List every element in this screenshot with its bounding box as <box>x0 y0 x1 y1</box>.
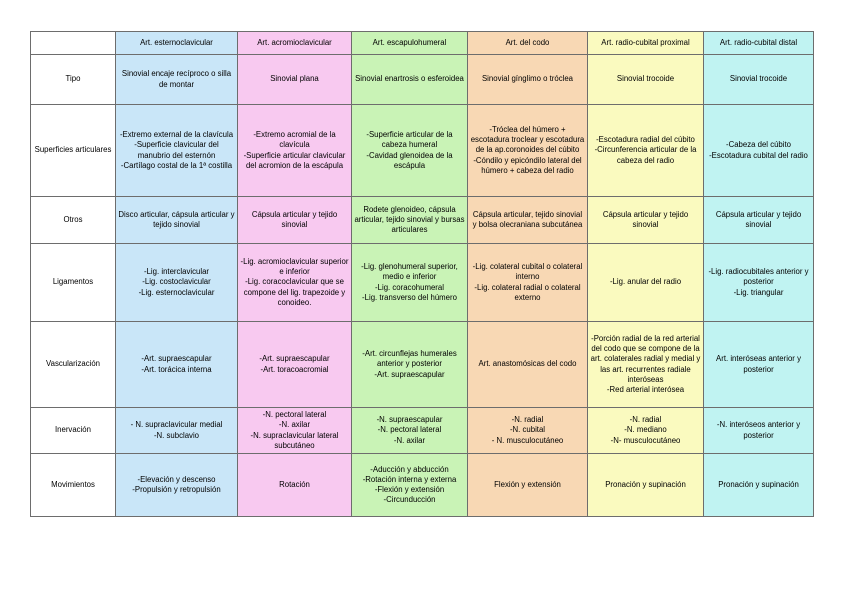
column-header-escapulohumeral: Art. escapulohumeral <box>352 32 468 55</box>
table-cell: Cápsula articular y tejido sinovial <box>588 197 704 244</box>
table-cell: -Elevación y descenso -Propulsión y retropulsión <box>116 454 238 517</box>
column-header-radio-cubital-proximal: Art. radio-cubital proximal <box>588 32 704 55</box>
table-cell: -N. pectoral lateral -N. axilar -N. supraclavicular lateral subcutáneo <box>238 408 352 454</box>
column-header-codo: Art. del codo <box>468 32 588 55</box>
table-cell: Art. anastomósicas del codo <box>468 322 588 408</box>
table-cell: -N. radial -N. mediano -N- musculocutáneo <box>588 408 704 454</box>
row-label-otros: Otros <box>31 197 116 244</box>
column-header-esternoclavicular: Art. esternoclavicular <box>116 32 238 55</box>
row-label-vascularizacion: Vascularización <box>31 322 116 408</box>
table-cell: -Porción radial de la red arterial del codo que se compone de la art. colaterales radial y medial y las art. recurrentes radiale interóseas -Red arterial interósea <box>588 322 704 408</box>
table-cell: - N. supraclavicular medial -N. subclavio <box>116 408 238 454</box>
table-cell: -Superficie articular de la cabeza humeral -Cavidad glenoidea de la escápula <box>352 105 468 197</box>
table-cell: Sinovial trocoide <box>588 55 704 105</box>
table-cell: -Lig. glenohumeral superior, medio e inferior -Lig. coracohumeral -Lig. transverso del húmero <box>352 244 468 322</box>
joints-comparison-table <box>30 31 814 517</box>
row-movimientos <box>31 454 814 517</box>
table-cell: Sinovial gínglimo o tróclea <box>468 55 588 105</box>
table-cell: -N. interóseos anterior y posterior <box>704 408 814 454</box>
table-cell: -N. radial -N. cubital - N. musculocutáneo <box>468 408 588 454</box>
table-cell: -Art. circunflejas humerales anterior y posterior -Art. supraescapular <box>352 322 468 408</box>
table-cell: Sinovial plana <box>238 55 352 105</box>
row-tipo <box>31 55 814 105</box>
table-cell: -Extremo external de la clavícula -Superficie clavicular del manubrio del esternón -Cartílago costal de la 1ª costilla <box>116 105 238 197</box>
row-label-superficies: Superficies articulares <box>31 105 116 197</box>
table-cell: Cápsula articular y tejido sinovial <box>238 197 352 244</box>
table-cell: Sinovial encaje recíproco o silla de montar <box>116 55 238 105</box>
table-cell: -Lig. radiocubitales anterior y posterior -Lig. triangular <box>704 244 814 322</box>
table-cell: -Lig. acromioclavicular superior e inferior -Lig. coracoclavicular que se compone del lig. trapezoide y conoideo. <box>238 244 352 322</box>
table-cell: -Art. supraescapular -Art. torácica interna <box>116 322 238 408</box>
table-cell: -Lig. interclavicular -Lig. costoclavicular -Lig. esternoclavicular <box>116 244 238 322</box>
table-cell: Art. interóseas anterior y posterior <box>704 322 814 408</box>
row-label-movimientos: Movimientos <box>31 454 116 517</box>
row-inervacion <box>31 408 814 454</box>
table-cell: -Lig. colateral cubital o colateral interno -Lig. colateral radial o colateral externo <box>468 244 588 322</box>
table-cell: Disco articular, cápsula articular y tejido sinovial <box>116 197 238 244</box>
table-cell: Rodete glenoideo, cápsula articular, tejido sinovial y bursas articulares <box>352 197 468 244</box>
table-cell: Flexión y extensión <box>468 454 588 517</box>
column-header-radio-cubital-distal: Art. radio-cubital distal <box>704 32 814 55</box>
table-cell: -Tróclea del húmero + escotadura troclear y escotadura de la ap.coronoides del cúbito -Cóndilo y epicóndilo lateral del húmero + cabeza del radio <box>468 105 588 197</box>
table-cell: Sinovial enartrosis o esferoidea <box>352 55 468 105</box>
table-cell: -N. supraescapular -N. pectoral lateral -N. axilar <box>352 408 468 454</box>
row-label-tipo: Tipo <box>31 55 116 105</box>
row-vascularizacion <box>31 322 814 408</box>
table-cell: -Escotadura radial del cúbito -Circunferencia articular de la cabeza del radio <box>588 105 704 197</box>
table-cell: Rotación <box>238 454 352 517</box>
table-cell: Cápsula articular y tejido sinovial <box>704 197 814 244</box>
row-otros <box>31 197 814 244</box>
table-cell: -Lig. anular del radio <box>588 244 704 322</box>
row-superficies-articulares <box>31 105 814 197</box>
corner-cell <box>31 32 116 55</box>
header-row <box>31 32 814 55</box>
table-cell: Pronación y supinación <box>704 454 814 517</box>
table-cell: Pronación y supinación <box>588 454 704 517</box>
row-label-ligamentos: Ligamentos <box>31 244 116 322</box>
table-cell: -Art. supraescapular -Art. toracoacromial <box>238 322 352 408</box>
table-cell: Cápsula articular, tejido sinovial y bolsa olecraniana subcutánea <box>468 197 588 244</box>
table-cell: -Extremo acromial de la clavícula -Superficie articular clavicular del acromion de la escápula <box>238 105 352 197</box>
row-ligamentos <box>31 244 814 322</box>
row-label-inervacion: Inervación <box>31 408 116 454</box>
table-cell: -Cabeza del cúbito -Escotadura cubital del radio <box>704 105 814 197</box>
table-cell: Sinovial trocoide <box>704 55 814 105</box>
column-header-acromioclavicular: Art. acromioclavicular <box>238 32 352 55</box>
table-cell: -Aducción y abducción -Rotación interna y externa -Flexión y extensión -Circunducción <box>352 454 468 517</box>
